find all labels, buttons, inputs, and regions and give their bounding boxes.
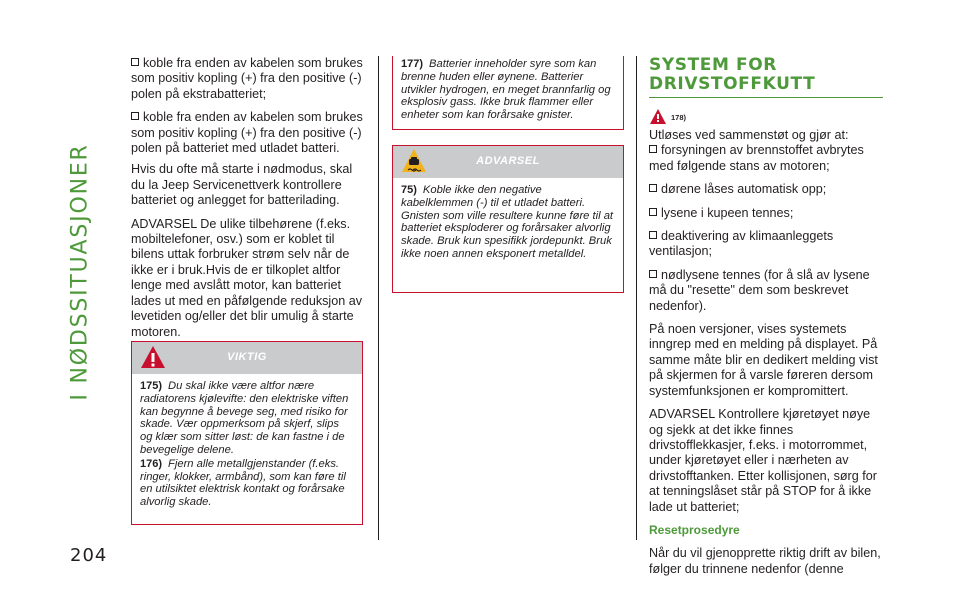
section-heading-line-1: SYSTEM FOR bbox=[649, 55, 777, 75]
list-item: koble fra enden av kabelen som brukes som positiv kopling (+) fra den positive (-) polen på ekstrabatteriet; bbox=[131, 56, 363, 101]
paragraph: ADVARSEL De ulike tilbehørene (f.eks. mobiltelefoner, osv.) som er koblet til bilens uttak forbruker strøm selv når de ikke er i bruk.Hvis de er tilkoplet altfor lenge med avslått motor, kan batteriet lades ut med en påfølgende reduksjon av levetiden og/eller det blir umulig å starte motoren. bbox=[131, 216, 363, 339]
exclamation-warning-icon bbox=[649, 108, 667, 125]
note-item: 175) Du skal ikke være altfor nære radiatorens kjølevifte: den elektriske viften kan begynne å bevege seg, med risiko for skade. Vær oppmerksom på skjerf, slips og klær som sitter løst: de kan fastne i de bevegelige delene. bbox=[140, 380, 349, 456]
caution-box-body bbox=[393, 178, 623, 268]
paragraph: Utløses ved sammenstøt og gjør at: bbox=[649, 128, 849, 142]
caution-box bbox=[392, 145, 624, 293]
paragraph: Når du vil gjenopprette riktig drift av bilen, følger du trinnene nedenfor (denne bbox=[649, 546, 881, 576]
continued-warning-box bbox=[392, 56, 624, 130]
note-item: 176) Fjern alle metallgjenstander (f.eks. ringer, klokker, armbånd), som kan føre til en utilsiktet elektrisk kontakt og forårsake alvorlig skade. bbox=[140, 457, 346, 509]
section-heading bbox=[649, 56, 883, 94]
important-box-header bbox=[132, 342, 362, 374]
column-1 bbox=[131, 56, 363, 348]
bullet-square-icon bbox=[131, 112, 139, 120]
note-item: 177) Batterier inneholder syre som kan brenne huden eller øynene. Batterier utvikler hydrogen, en meget brannfarlig og eksplosiv gass. Ikke bruk flammer eller enheter som kan forårsake gnister. bbox=[401, 58, 611, 122]
subheading: Resetprosedyre bbox=[649, 522, 740, 537]
column-divider-1 bbox=[378, 56, 379, 540]
paragraph: På noen versjoner, vises systemets inngrep med en melding på displayet. På samme måte blir en dedikert melding vist på skjermen for å varsle føreren dersom systemfunksjonen er kompromittert. bbox=[649, 322, 878, 398]
list-item: koble fra enden av kabelen som brukes som positiv kopling (+) fra den positive (-) polen på batteriet med utladet batteri. bbox=[131, 110, 363, 156]
important-box-title: VIKTIG bbox=[227, 351, 267, 363]
warning-reference-number: 178) bbox=[671, 113, 687, 122]
paragraph: ADVARSEL Kontrollere kjøretøyet nøye og sjekk at det ikke finnes drivstofflekkasjer, f.eks. i motorrommet, under kjøretøyet eller i nærheten av drivstofftanken. Etter kollisjonen, sørg for at tenningslåset står på STOP for å ikke lade ut batteriet; bbox=[649, 407, 877, 514]
bullet-square-icon bbox=[649, 270, 657, 278]
list-item: nødlysene tennes (for å slå av lysene må du "resette" dem som beskrevet nedenfor). bbox=[649, 267, 870, 313]
list-item: dørene låses automatisk opp; bbox=[649, 182, 883, 197]
paragraph: Hvis du ofte må starte i nødmodus, skal du la Jeep Servicenettverk kontrollere batteriet og anlegget for batterilading. bbox=[131, 162, 353, 208]
bullet-square-icon bbox=[649, 145, 657, 153]
heading-underline bbox=[649, 97, 883, 98]
important-box-body bbox=[132, 374, 362, 516]
caution-box-header bbox=[393, 146, 623, 178]
caution-box-title: ADVARSEL bbox=[476, 155, 540, 167]
column-divider-2 bbox=[636, 56, 637, 540]
section-heading-line-2: DRIVSTOFFKUTT bbox=[649, 74, 816, 94]
continued-warning-body bbox=[393, 56, 623, 129]
bullet-square-icon bbox=[649, 208, 657, 216]
list-item: lysene i kupeen tennes; bbox=[649, 206, 883, 221]
bullet-square-icon bbox=[649, 231, 657, 239]
bullet-square-icon bbox=[131, 58, 139, 66]
note-item: 75) Koble ikke den negative kabelklemmen (-) til et utladet batteri. Gnisten som ville resultere kunne føre til at batteriet eksploderer og forårsaker alvorlig skade. Bruk kun spesifikk jordepunkt. Bruk ikke noen annen eksponert metalldel. bbox=[401, 184, 614, 260]
section-side-tab: I NØDSSITUASJONER bbox=[67, 143, 93, 401]
column-3 bbox=[649, 56, 883, 585]
important-box bbox=[131, 341, 363, 525]
warning-reference bbox=[649, 108, 883, 128]
list-item: forsyningen av brennstoffet avbrytes med følgende stans av motoren; bbox=[649, 143, 864, 173]
page-number: 204 bbox=[70, 545, 108, 566]
bullet-square-icon bbox=[649, 184, 657, 192]
list-item: deaktivering av klimaanleggets ventilasjon; bbox=[649, 229, 834, 259]
